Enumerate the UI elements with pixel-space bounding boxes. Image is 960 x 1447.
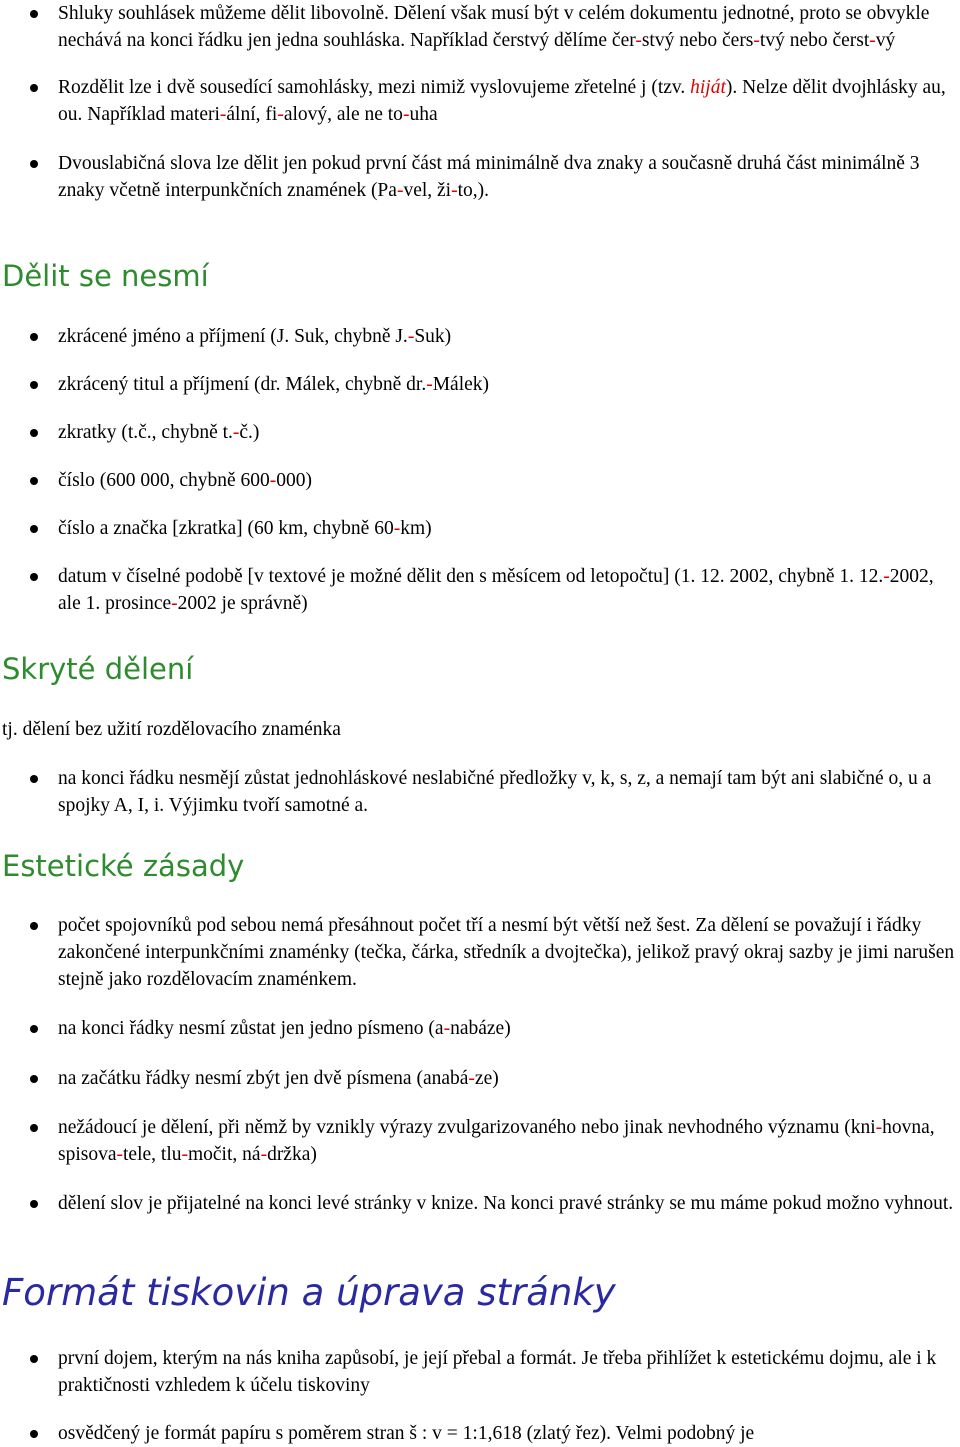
list-item: číslo (600 000, chybně 600-000) bbox=[0, 467, 960, 494]
list-item: Rozdělit lze i dvě sousedící samohlásky, mezi nimiž vyslovujeme zřetelné j (tzv. hiját). Nelze dělit dvojhlásky au, ou. Například materi-ální, fi-alový, ale ne to-uha bbox=[0, 74, 960, 128]
list-item: dělení slov je přijatelné na konci levé stránky v knize. Na konci pravé stránky se mu máme pokud možno vyhnout. bbox=[0, 1190, 960, 1217]
list-item: zkrácené jméno a příjmení (J. Suk, chybně J.-Suk) bbox=[0, 323, 960, 350]
list-item: Dvouslabičná slova lze dělit jen pokud první část má minimálně dva znaky a současně druhá část minimálně 3 znaky včetně interpunkčních znamének (Pa-vel, ži-to,). bbox=[0, 150, 960, 204]
list-item: na konci řádky nesmí zůstat jen jedno písmeno (a-nabáze) bbox=[0, 1015, 960, 1042]
list-item: osvědčený je formát papíru s poměrem stran š : v = 1:1,618 (zlatý řez). Velmi podobný je bbox=[0, 1420, 960, 1447]
format-list bbox=[0, 1345, 960, 1447]
list-item: datum v číselné podobě [v textové je možné dělit den s měsícem od letopočtu] (1. 12. 2002, chybně 1. 12.-2002, ale 1. prosince-2002 je správně) bbox=[0, 563, 960, 617]
list-item: Shluky souhlásek můžeme dělit libovolně. Dělení však musí být v celém dokumentu jednotné, proto se obvykle nechává na konci řádku jen jedna souhláska. Například čerstvý dělíme čer-stvý nebo čers-tvý nebo čerst-vý bbox=[0, 0, 960, 54]
section-heading-forbidden: Dělit se nesmí bbox=[2, 259, 209, 293]
section-heading-aesthetic: Estetické zásady bbox=[2, 849, 245, 883]
list-item: nežádoucí je dělení, při němž by vznikly výrazy zvulgarizovaného nebo jinak nevhodného významu (kni-hovna, spisova-tele, tlu-močit, ná-držka) bbox=[0, 1114, 960, 1168]
list-item: číslo a značka [zkratka] (60 km, chybně 60-km) bbox=[0, 515, 960, 542]
hidden-list bbox=[0, 765, 960, 819]
list-item: první dojem, kterým na nás kniha zapůsobí, je její přebal a formát. Je třeba přihlížet k estetickému dojmu, ale i k praktičnosti vzhledem k účelu tiskoviny bbox=[0, 1345, 960, 1399]
section-heading-hidden: Skryté dělení bbox=[2, 652, 194, 686]
forbidden-list bbox=[0, 323, 960, 617]
list-item: na začátku řádky nesmí zbýt jen dvě písmena (anabá-ze) bbox=[0, 1065, 960, 1092]
aesthetic-list bbox=[0, 912, 960, 1217]
list-item: zkrácený titul a příjmení (dr. Málek, chybně dr.-Málek) bbox=[0, 371, 960, 398]
section-heading-format: Formát tiskovin a úprava stránky bbox=[2, 1271, 616, 1314]
list-item: na konci řádku nesmějí zůstat jednohláskové neslabičné předložky v, k, s, z, a nemají tam být ani slabičné o, u a spojky A, I, i. Výjimku tvoří samotné a. bbox=[0, 765, 960, 819]
list-item: zkratky (t.č., chybně t.-č.) bbox=[0, 419, 960, 446]
hidden-intro: tj. dělení bez užití rozdělovacího znaménka bbox=[2, 719, 341, 740]
list-item: počet spojovníků pod sebou nemá přesáhnout počet tří a nesmí být větší než šest. Za dělení se považují i řádky zakončené interpunkčními znaménky (tečka, čárka, středník a dvojtečka), jelikož pravý okraj sazby je jimi narušen stejně jako rozdělovacím znaménkem. bbox=[0, 912, 960, 993]
syllable-rules-list bbox=[0, 0, 960, 204]
